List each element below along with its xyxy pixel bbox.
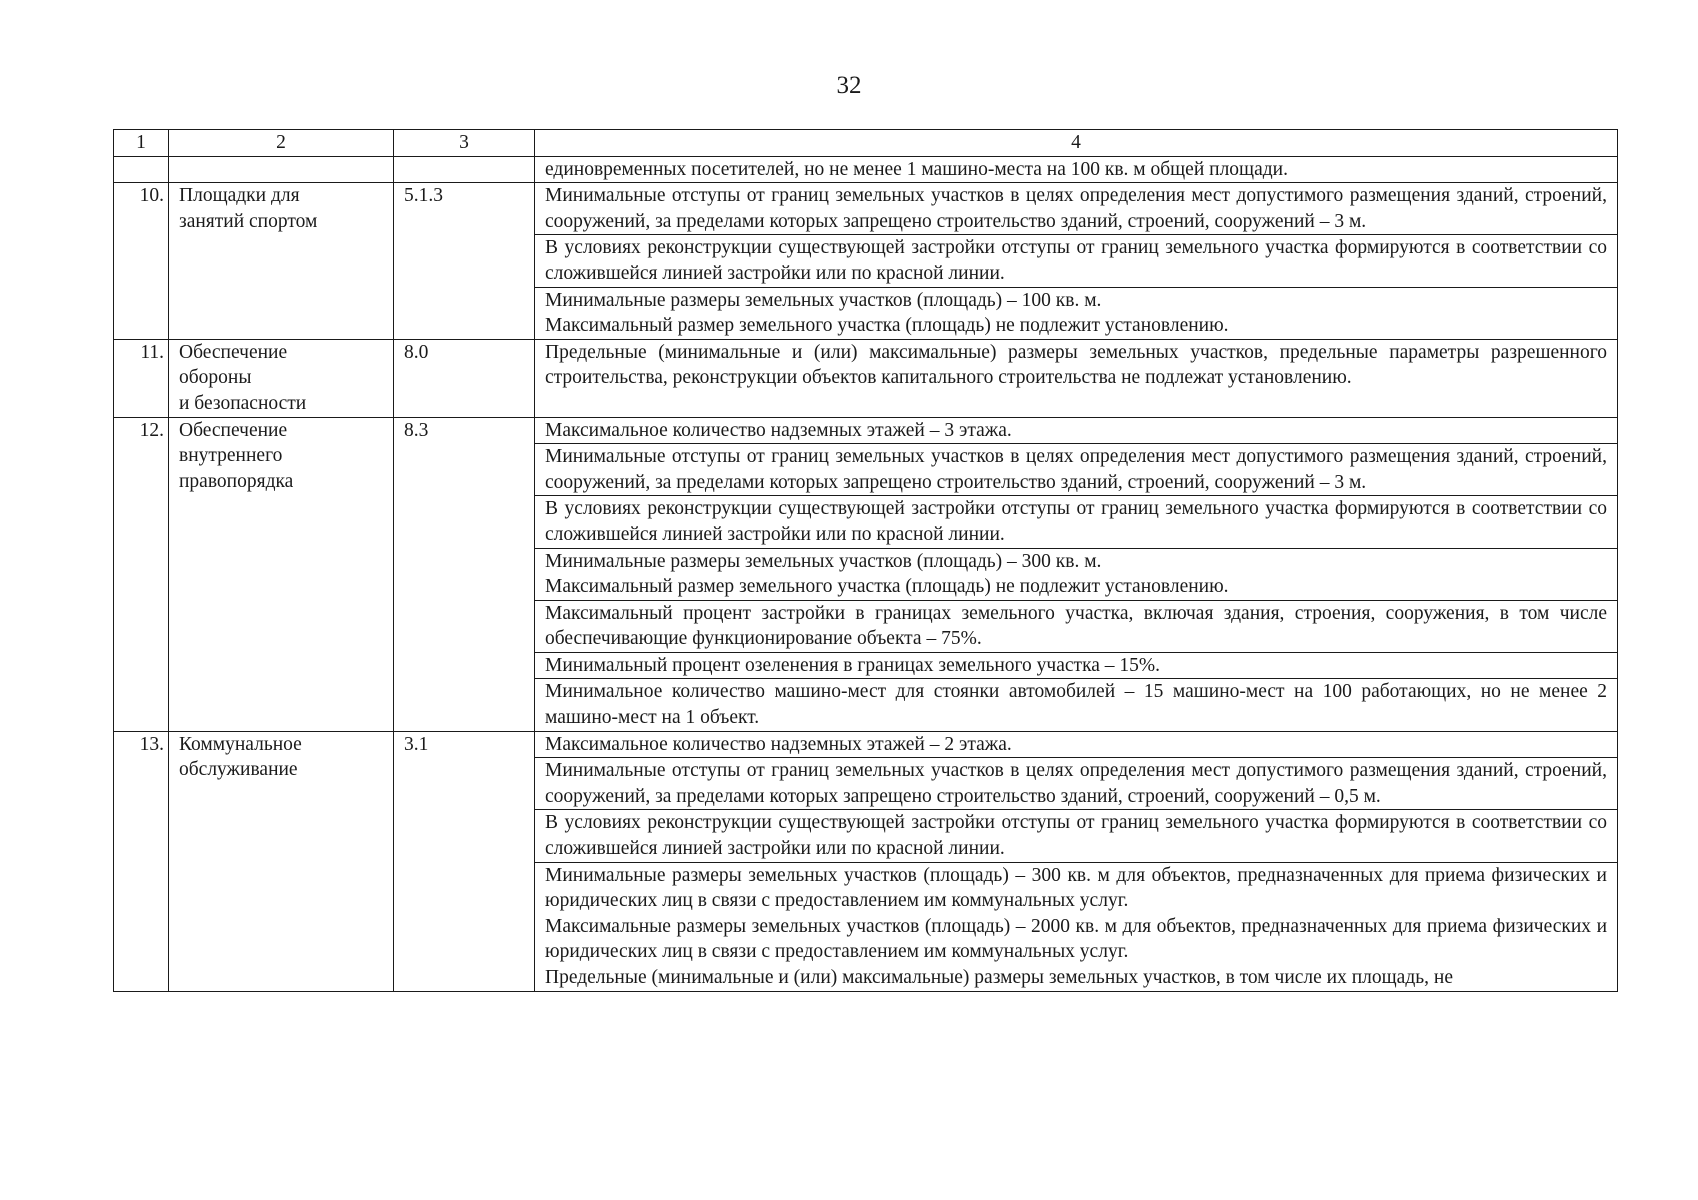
use-name-line: обслуживание <box>179 759 298 781</box>
use-code-cell: 8.3 <box>394 417 535 731</box>
parameter-cell <box>535 600 1618 652</box>
parameter-line: Минимальные отступы от границ земельных участков в целях определения мест допустимого размещения зданий, строений, сооружений, за пределами которых запрещено строительство зданий, строений, сооружений – 0,5 м. <box>545 760 1607 807</box>
row-number-cell <box>114 156 169 183</box>
use-code-cell <box>394 156 535 183</box>
parameter-line: Минимальные размеры земельных участков (площадь) – 100 кв. м. <box>545 289 1102 311</box>
parameter-line: Минимальное количество машино-мест для стоянки автомобилей – 15 машино-мест на 100 работающих, но не менее 2 машино-мест на 1 объект. <box>545 681 1607 729</box>
parameter-line: Предельные (минимальные и (или) максимальные) размеры земельных участков, предельные параметры разрешенного строительства, реконструкции объектов капитального строительства не подлежат установлению. <box>545 341 1607 389</box>
parameter-cell <box>535 862 1618 991</box>
column-header: 4 <box>535 130 1618 157</box>
parameter-cell: единовременных посетителей, но не менее 1 машино-места на 100 кв. м общей площади. <box>535 156 1618 183</box>
use-name-cell <box>169 156 394 183</box>
table-row <box>114 417 1618 444</box>
parameter-cell <box>535 417 1618 444</box>
page-number: 32 <box>836 72 862 99</box>
continuation-row <box>114 156 1618 183</box>
use-name-line: внутреннего <box>179 445 283 467</box>
parameter-cell <box>535 548 1618 600</box>
use-name-cell <box>169 339 394 417</box>
parameter-line: В условиях реконструкции существующей застройки отступы от границ земельного участка формируются в соответствии со сложившейся линией застройки или по красной линии. <box>545 237 1607 284</box>
row-number-cell: 11. <box>114 339 169 417</box>
parameter-cell <box>535 235 1618 287</box>
table-row <box>114 339 1618 417</box>
parameter-cell <box>535 652 1618 679</box>
column-header: 1 <box>114 130 169 157</box>
use-name-line: Обеспечение <box>179 341 288 363</box>
parameter-line: В условиях реконструкции существующей застройки отступы от границ земельного участка формируются в соответствии со сложившейся линией застройки или по красной линии. <box>545 812 1607 860</box>
parameter-line: Предельные (минимальные и (или) максимальные) размеры земельных участков, в том числе их площадь, не <box>545 967 1453 988</box>
column-header: 2 <box>169 130 394 157</box>
row-number-cell: 13. <box>114 731 169 991</box>
use-code-cell: 8.0 <box>394 339 535 417</box>
use-name-line: и безопасности <box>179 392 307 414</box>
parameter-cell <box>535 758 1618 810</box>
use-name-line: Коммунальное <box>179 733 302 755</box>
use-code-cell: 5.1.3 <box>394 183 535 340</box>
table-row <box>114 731 1618 758</box>
parameter-line: Максимальное количество надземных этажей – 3 этажа. <box>545 419 1012 441</box>
use-name-line: правопорядка <box>179 470 294 492</box>
row-number-cell: 12. <box>114 417 169 731</box>
parameter-cell <box>535 287 1618 339</box>
use-name-line: Площадки для <box>179 185 300 207</box>
parameter-cell <box>535 679 1618 731</box>
parameter-cell <box>535 339 1618 417</box>
use-name-cell <box>169 183 394 340</box>
parameter-cell <box>535 496 1618 548</box>
column-header: 3 <box>394 130 535 157</box>
parameter-line: Минимальные отступы от границ земельных участков в целях определения мест допустимого размещения зданий, строений, сооружений, за пределами которых запрещено строительство зданий, строений, сооружений – 3 м. <box>545 185 1607 232</box>
regulations-table <box>113 129 1618 992</box>
parameter-cell <box>535 183 1618 235</box>
use-code-cell: 3.1 <box>394 731 535 991</box>
parameter-line: Максимальный процент застройки в границах земельного участка, включая здания, строения, сооружения, в том числе обеспечивающие функционирование объекта – 75%. <box>545 602 1607 650</box>
table-row <box>114 183 1618 235</box>
use-name-line: Обеспечение <box>179 419 288 441</box>
use-name-cell <box>169 417 394 731</box>
parameter-line: Минимальные размеры земельных участков (площадь) – 300 кв. м. <box>545 550 1102 572</box>
use-name-line: занятий спортом <box>179 210 318 232</box>
parameter-line: Минимальные отступы от границ земельных участков в целях определения мест допустимого размещения зданий, строений, сооружений, за пределами которых запрещено строительство зданий, строений, сооружений – 3 м. <box>545 446 1607 493</box>
parameter-line: Минимальные размеры земельных участков (площадь) – 300 кв. м для объектов, предназначенных для приема физических и юридических лиц в связи с предоставлением им коммунальных услуг. <box>545 864 1607 912</box>
parameter-line: Максимальный размер земельного участка (площадь) не подлежит установлению. <box>545 576 1229 598</box>
row-number-cell: 10. <box>114 183 169 340</box>
parameter-cell <box>535 731 1618 758</box>
use-name-cell <box>169 731 394 991</box>
parameter-line: В условиях реконструкции существующей застройки отступы от границ земельного участка формируются в соответствии со сложившейся линией застройки или по красной линии. <box>545 498 1607 545</box>
parameter-line: Максимальный размер земельного участка (площадь) не подлежит установлению. <box>545 315 1229 337</box>
parameter-cell <box>535 444 1618 496</box>
use-name-line: обороны <box>179 367 252 389</box>
parameter-cell <box>535 810 1618 862</box>
table-header-row <box>114 130 1618 157</box>
parameter-line: Минимальный процент озеленения в границах земельного участка – 15%. <box>545 654 1161 676</box>
parameter-line: Максимальное количество надземных этажей – 2 этажа. <box>545 733 1012 755</box>
parameter-line: Максимальные размеры земельных участков (площадь) – 2000 кв. м для объектов, предназначенных для приема физических и юридических лиц в связи с предоставлением им коммунальных услуг. <box>545 915 1607 963</box>
